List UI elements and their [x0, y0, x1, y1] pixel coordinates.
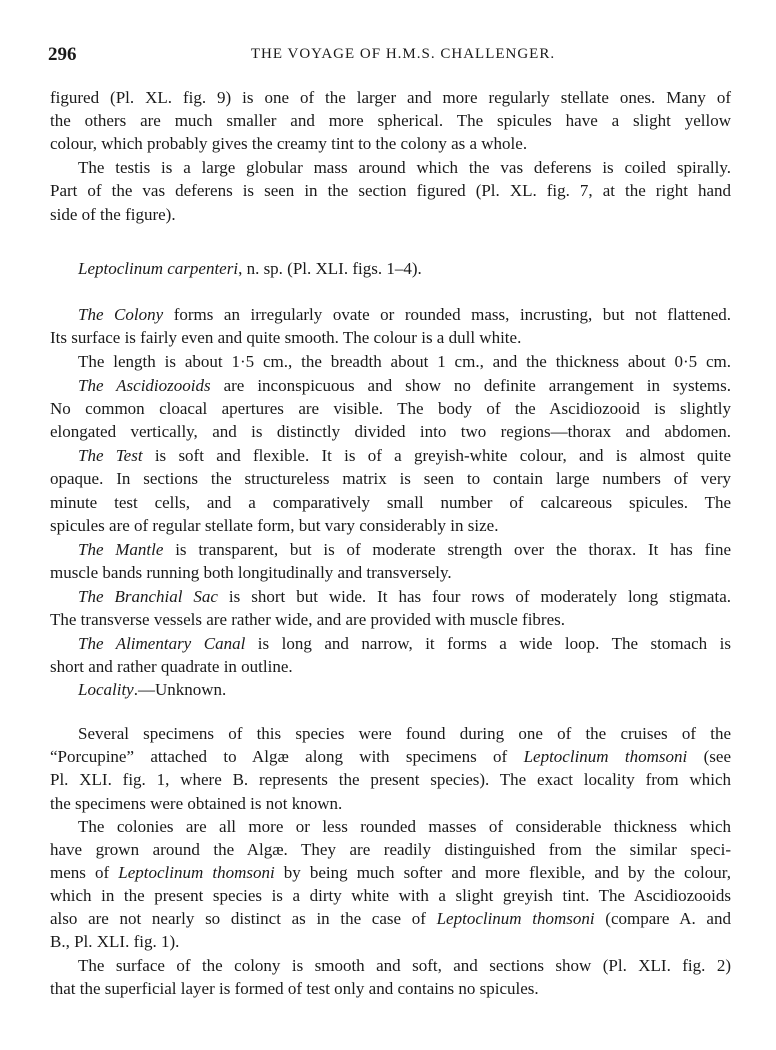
running-title: THE VOYAGE OF H.M.S. CHALLENGER. — [250, 46, 556, 62]
text-run: , n. sp. (Pl. XLI. figs. 1–4). — [238, 259, 422, 278]
text-line — [50, 886, 731, 906]
text-line — [78, 352, 731, 372]
text-run: opaque. In sections the structureless matrix is seen to contain large numbers of very — [50, 469, 731, 488]
text-line — [78, 158, 731, 178]
text-run: Its surface is fairly even and quite smooth. The colour is a dull white. — [50, 328, 522, 347]
text-line — [50, 563, 731, 583]
text-run: which in the present species is a dirty white with a slight greyish tint. The Ascidiozooids — [50, 886, 731, 905]
text-line — [50, 493, 731, 513]
italic-term: Leptoclinum thomsoni — [118, 863, 275, 882]
text-line — [50, 111, 731, 131]
text-run: is soft and flexible. It is of a greyish-white colour, and is almost quite — [142, 446, 732, 465]
text-run: that the superficial layer is formed of test only and contains no spicules. — [50, 979, 539, 998]
text-line — [78, 446, 731, 466]
text-run: No common cloacal apertures are visible. The body of the Ascidiozooid is slightly — [50, 399, 731, 418]
italic-term: The Alimentary Canal — [78, 634, 246, 653]
text-run: forms an irregularly ovate or rounded mass, incrusting, but not flattened. — [163, 305, 732, 324]
text-line — [78, 587, 731, 607]
text-line — [78, 724, 731, 744]
text-run: the specimens were obtained is not known. — [50, 794, 343, 813]
text-line — [78, 680, 731, 700]
italic-term: Leptoclinum carpenteri — [78, 259, 239, 278]
text-run: is short but wide. It has four rows of moderately long stigmata. — [217, 587, 731, 606]
text-run: minute test cells, and a comparatively small number of calcareous spicules. The — [50, 493, 731, 512]
text-line — [50, 205, 731, 225]
text-run: the others are much smaller and more spherical. The spicules have a slight yellow — [50, 111, 731, 130]
text-run: muscle bands running both longitudinally and transversely. — [50, 563, 452, 582]
text-line — [78, 376, 731, 396]
text-line — [50, 469, 731, 489]
page-number: 296 — [48, 44, 77, 65]
text-line — [50, 794, 731, 814]
text-line — [50, 610, 731, 630]
text-run: (see — [687, 747, 731, 766]
italic-term: The Branchial Sac — [78, 587, 218, 606]
text-line — [50, 181, 731, 201]
text-line — [50, 657, 731, 677]
italic-term: Leptoclinum thomsoni — [523, 747, 688, 766]
text-line — [78, 259, 731, 279]
text-run: Several specimens of this species were found during one of the cruises of the — [78, 724, 731, 743]
italic-term: The Colony — [78, 305, 164, 324]
text-line — [78, 540, 731, 560]
text-run: (compare A. and — [594, 909, 731, 928]
text-line — [50, 932, 731, 952]
text-line — [50, 516, 731, 536]
italic-term: Leptoclinum thomsoni — [436, 909, 595, 928]
text-line — [50, 747, 731, 767]
text-run: The transverse vessels are rather wide, and are provided with muscle fibres. — [50, 610, 565, 629]
text-run: elongated vertically, and is distinctly divided into two regions—thorax and abdomen. — [50, 422, 731, 441]
italic-term: The Ascidiozooids — [78, 376, 211, 395]
text-run: colour, which probably gives the creamy tint to the colony as a whole. — [50, 134, 528, 153]
text-run: by being much softer and more flexible, and by the colour, — [274, 863, 731, 882]
text-run: are inconspicuous and show no definite arrangement in systems. — [210, 376, 731, 395]
text-line — [78, 817, 731, 837]
text-line — [78, 305, 731, 325]
text-run: mens of — [50, 863, 119, 882]
text-run: Part of the vas deferens is seen in the section figured (Pl. XL. fig. 7, at the right hand — [50, 181, 731, 200]
text-run: .—Unknown. — [133, 680, 227, 699]
text-line — [50, 134, 731, 154]
text-run: The length is about 1·5 cm., the breadth about 1 cm., and the thickness about 0·5 cm. — [78, 352, 731, 371]
text-line — [50, 863, 731, 883]
text-run: is transparent, but is of moderate strength over the thorax. It has fine — [163, 540, 731, 559]
text-run: The surface of the colony is smooth and soft, and sections show (Pl. XLI. fig. 2) — [78, 956, 731, 975]
text-run: side of the figure). — [50, 205, 176, 224]
text-line — [50, 979, 731, 999]
italic-term: The Mantle — [78, 540, 164, 559]
text-run: short and rather quadrate in outline. — [50, 657, 293, 676]
text-line — [50, 399, 731, 419]
text-run: is long and narrow, it forms a wide loop. The stomach is — [245, 634, 731, 653]
text-line — [50, 909, 731, 929]
text-line — [50, 328, 731, 348]
text-line — [50, 840, 731, 860]
text-line — [50, 770, 731, 790]
text-line — [50, 88, 731, 108]
text-line — [78, 956, 731, 976]
text-run: have grown around the Algæ. They are readily distinguished from the similar speci- — [50, 840, 731, 859]
text-run: Pl. XLI. fig. 1, where B. represents the present species). The exact locality from which — [50, 770, 731, 789]
italic-term: Locality — [78, 680, 134, 699]
text-line — [50, 422, 731, 442]
text-run: The testis is a large globular mass around which the vas deferens is coiled spirally. — [78, 158, 731, 177]
italic-term: The Test — [78, 446, 143, 465]
text-run: figured (Pl. XL. fig. 9) is one of the larger and more regularly stellate ones. Many of — [50, 88, 731, 107]
text-run: spicules are of regular stellate form, but vary considerably in size. — [50, 516, 499, 535]
text-run: B., Pl. XLI. fig. 1). — [50, 932, 180, 951]
text-line — [78, 634, 731, 654]
text-run: also are not nearly so distinct as in the case of — [50, 909, 437, 928]
text-run: “Porcupine” attached to Algæ along with specimens of — [50, 747, 524, 766]
text-run: The colonies are all more or less rounded masses of considerable thickness which — [78, 817, 731, 836]
